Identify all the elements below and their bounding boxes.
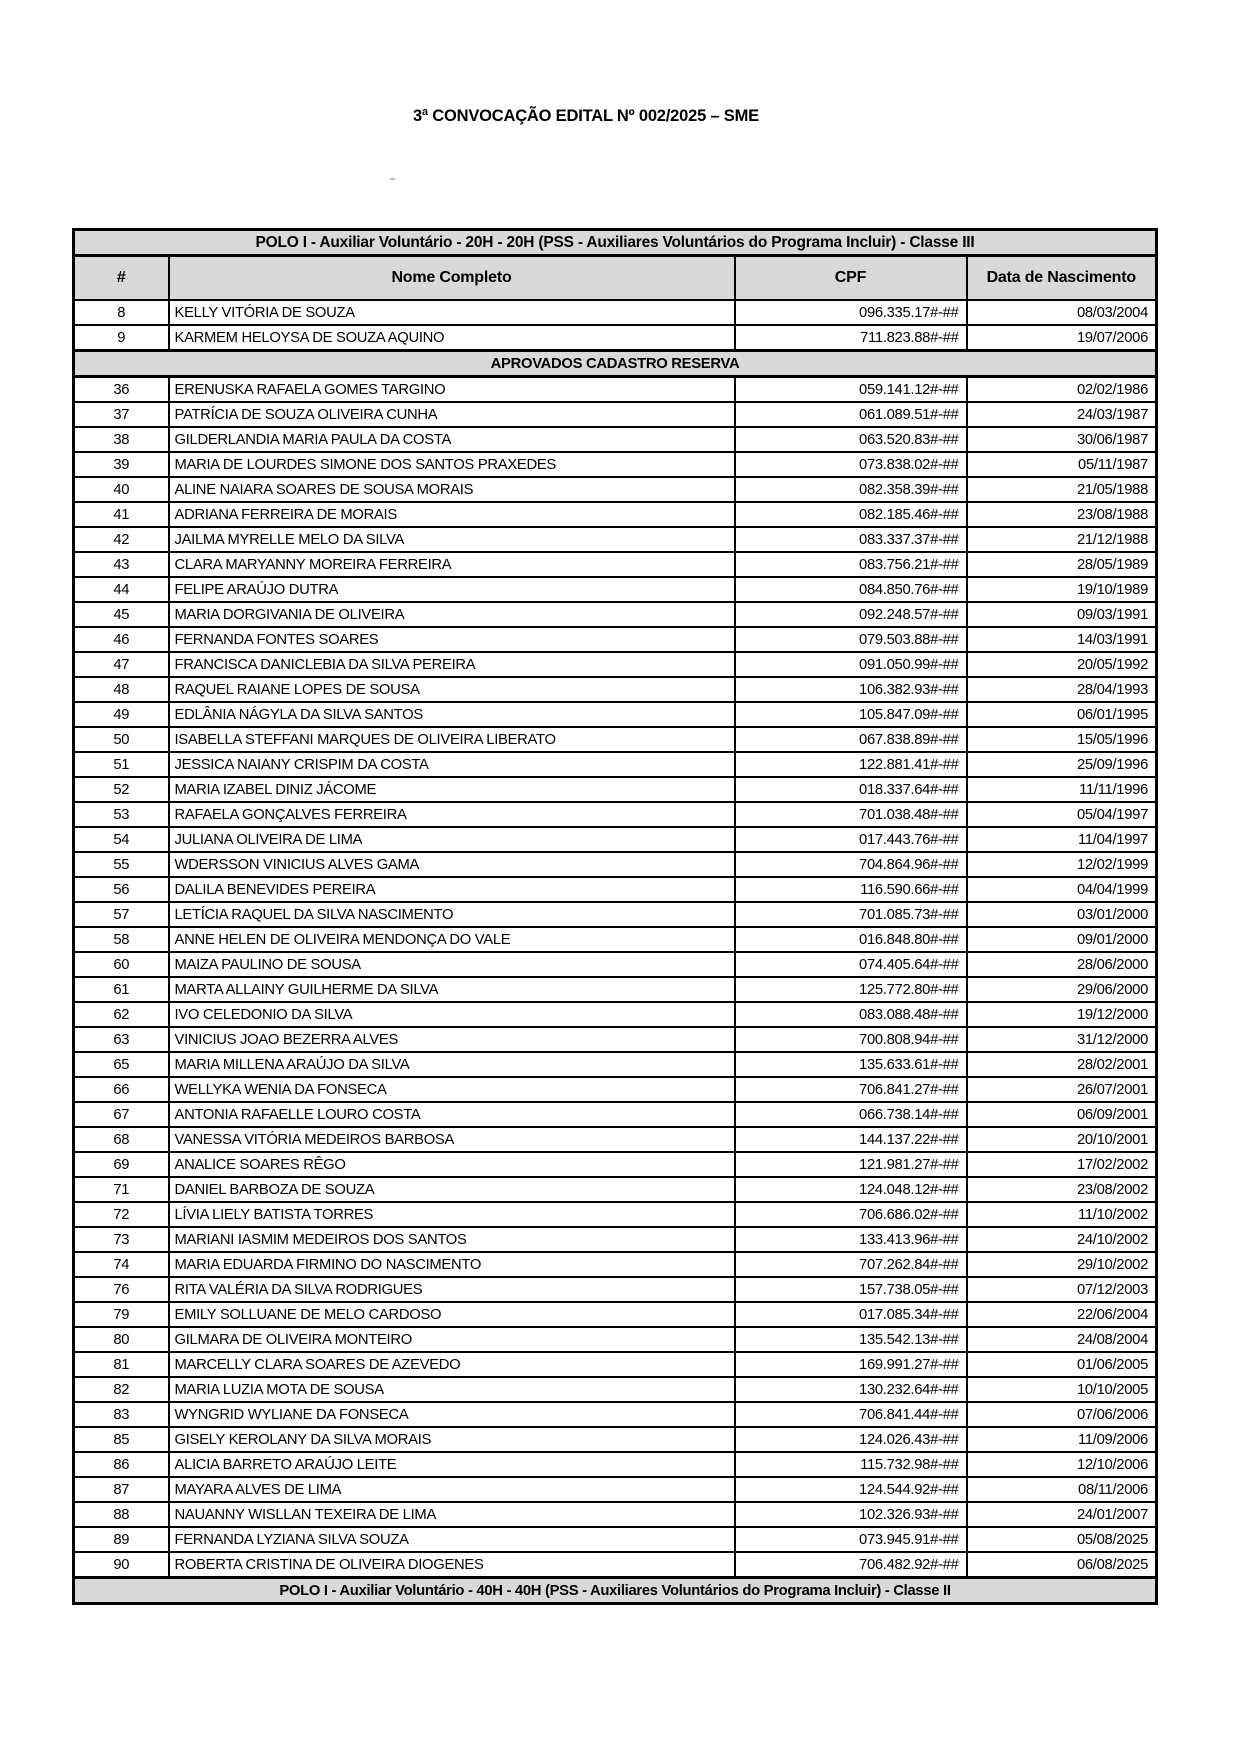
table-row (74, 325, 1157, 351)
cpf-cell: 707.262.84#-## (735, 1252, 967, 1277)
birthdate-cell: 07/12/2003 (967, 1277, 1157, 1302)
row-number-cell: 38 (74, 427, 169, 452)
name-cell: WYNGRID WYLIANE DA FONSECA (169, 1402, 735, 1427)
name-cell: MARTA ALLAINY GUILHERME DA SILVA (169, 977, 735, 1002)
section-band-classe2-label: POLO I - Auxiliar Voluntário - 40H - 40H (PSS - Auxiliares Voluntários do Programa Incluir) - Classe II (74, 1578, 1157, 1604)
row-number-cell: 48 (74, 677, 169, 702)
page-title: 3ª CONVOCAÇÃO EDITAL Nº 002/2025 – SME (413, 107, 759, 125)
cpf-cell: 115.732.98#-## (735, 1452, 967, 1477)
name-cell: PATRÍCIA DE SOUZA OLIVEIRA CUNHA (169, 402, 735, 427)
birthdate-cell: 19/12/2000 (967, 1002, 1157, 1027)
table-row (74, 827, 1157, 852)
table-row (74, 552, 1157, 577)
row-number-cell: 52 (74, 777, 169, 802)
birthdate-cell: 09/03/1991 (967, 602, 1157, 627)
table-row (74, 1552, 1157, 1578)
cpf-cell: 079.503.88#-## (735, 627, 967, 652)
row-number-cell: 88 (74, 1502, 169, 1527)
table-row (74, 902, 1157, 927)
name-cell: RAQUEL RAIANE LOPES DE SOUSA (169, 677, 735, 702)
name-cell: EDLÂNIA NÁGYLA DA SILVA SANTOS (169, 702, 735, 727)
row-number-cell: 9 (74, 325, 169, 351)
name-cell: CLARA MARYANNY MOREIRA FERREIRA (169, 552, 735, 577)
row-number-cell: 85 (74, 1427, 169, 1452)
name-cell: ANNE HELEN DE OLIVEIRA MENDONÇA DO VALE (169, 927, 735, 952)
row-number-cell: 49 (74, 702, 169, 727)
birthdate-cell: 11/04/1997 (967, 827, 1157, 852)
birthdate-cell: 11/10/2002 (967, 1202, 1157, 1227)
birthdate-cell: 08/11/2006 (967, 1477, 1157, 1502)
table-row (74, 1502, 1157, 1527)
row-number-cell: 86 (74, 1452, 169, 1477)
row-number-cell: 74 (74, 1252, 169, 1277)
column-header-number: # (74, 256, 169, 301)
birthdate-cell: 19/10/1989 (967, 577, 1157, 602)
section-band-classe3-label: POLO I - Auxiliar Voluntário - 20H - 20H (PSS - Auxiliares Voluntários do Programa Incluir) - Classe III (74, 230, 1157, 256)
row-number-cell: 45 (74, 602, 169, 627)
table-row (74, 502, 1157, 527)
row-number-cell: 55 (74, 852, 169, 877)
birthdate-cell: 28/06/2000 (967, 952, 1157, 977)
cpf-cell: 135.542.13#-## (735, 1327, 967, 1352)
cpf-cell: 706.841.44#-## (735, 1402, 967, 1427)
cpf-cell: 121.981.27#-## (735, 1152, 967, 1177)
cpf-cell: 706.482.92#-## (735, 1552, 967, 1578)
row-number-cell: 87 (74, 1477, 169, 1502)
table-row (74, 1102, 1157, 1127)
cpf-cell: 083.337.37#-## (735, 527, 967, 552)
table-row (74, 652, 1157, 677)
row-number-cell: 54 (74, 827, 169, 852)
name-cell: IVO CELEDONIO DA SILVA (169, 1002, 735, 1027)
row-number-cell: 62 (74, 1002, 169, 1027)
name-cell: FERNANDA LYZIANA SILVA SOUZA (169, 1527, 735, 1552)
cpf-cell: 017.085.34#-## (735, 1302, 967, 1327)
name-cell: KARMEM HELOYSA DE SOUZA AQUINO (169, 325, 735, 351)
birthdate-cell: 06/08/2025 (967, 1552, 1157, 1578)
name-cell: MARIA MILLENA ARAÚJO DA SILVA (169, 1052, 735, 1077)
row-number-cell: 66 (74, 1077, 169, 1102)
cpf-cell: 144.137.22#-## (735, 1127, 967, 1152)
birthdate-cell: 11/11/1996 (967, 777, 1157, 802)
birthdate-cell: 10/10/2005 (967, 1377, 1157, 1402)
name-cell: ADRIANA FERREIRA DE MORAIS (169, 502, 735, 527)
called-rows-body (74, 300, 1157, 351)
table-row (74, 977, 1157, 1002)
table-row (74, 427, 1157, 452)
cpf-cell: 082.358.39#-## (735, 477, 967, 502)
cpf-cell: 133.413.96#-## (735, 1227, 967, 1252)
row-number-cell: 61 (74, 977, 169, 1002)
cpf-cell: 084.850.76#-## (735, 577, 967, 602)
table-row (74, 927, 1157, 952)
cpf-cell: 704.864.96#-## (735, 852, 967, 877)
table-row (74, 477, 1157, 502)
cpf-cell: 157.738.05#-## (735, 1277, 967, 1302)
cpf-cell: 096.335.17#-## (735, 300, 967, 325)
stray-mark (390, 178, 395, 180)
table-row (74, 1452, 1157, 1477)
row-number-cell: 82 (74, 1377, 169, 1402)
row-number-cell: 90 (74, 1552, 169, 1578)
cpf-cell: 116.590.66#-## (735, 877, 967, 902)
birthdate-cell: 26/07/2001 (967, 1077, 1157, 1102)
row-number-cell: 56 (74, 877, 169, 902)
name-cell: JESSICA NAIANY CRISPIM DA COSTA (169, 752, 735, 777)
section-band-reserve (74, 351, 1157, 377)
name-cell: RITA VALÉRIA DA SILVA RODRIGUES (169, 1277, 735, 1302)
table-row (74, 1002, 1157, 1027)
name-cell: ISABELLA STEFFANI MARQUES DE OLIVEIRA LIBERATO (169, 727, 735, 752)
name-cell: VANESSA VITÓRIA MEDEIROS BARBOSA (169, 1127, 735, 1152)
birthdate-cell: 08/03/2004 (967, 300, 1157, 325)
name-cell: VINICIUS JOAO BEZERRA ALVES (169, 1027, 735, 1052)
table-row (74, 852, 1157, 877)
name-cell: LÍVIA LIELY BATISTA TORRES (169, 1202, 735, 1227)
cpf-cell: 083.756.21#-## (735, 552, 967, 577)
table-row (74, 1352, 1157, 1377)
table-row (74, 752, 1157, 777)
table-row (74, 1227, 1157, 1252)
row-number-cell: 83 (74, 1402, 169, 1427)
birthdate-cell: 05/11/1987 (967, 452, 1157, 477)
name-cell: MAIZA PAULINO DE SOUSA (169, 952, 735, 977)
row-number-cell: 73 (74, 1227, 169, 1252)
name-cell: EMILY SOLLUANE DE MELO CARDOSO (169, 1302, 735, 1327)
cpf-cell: 059.141.12#-## (735, 377, 967, 403)
birthdate-cell: 23/08/2002 (967, 1177, 1157, 1202)
column-header-birthdate: Data de Nascimento (967, 256, 1157, 301)
table-row (74, 1252, 1157, 1277)
table-row (74, 1377, 1157, 1402)
birthdate-cell: 17/02/2002 (967, 1152, 1157, 1177)
table-row (74, 627, 1157, 652)
cpf-cell: 082.185.46#-## (735, 502, 967, 527)
table-row (74, 702, 1157, 727)
cpf-cell: 073.838.02#-## (735, 452, 967, 477)
cpf-cell: 102.326.93#-## (735, 1502, 967, 1527)
cpf-cell: 124.048.12#-## (735, 1177, 967, 1202)
row-number-cell: 37 (74, 402, 169, 427)
cpf-cell: 701.085.73#-## (735, 902, 967, 927)
row-number-cell: 57 (74, 902, 169, 927)
name-cell: ROBERTA CRISTINA DE OLIVEIRA DIOGENES (169, 1552, 735, 1578)
name-cell: NAUANNY WISLLAN TEXEIRA DE LIMA (169, 1502, 735, 1527)
birthdate-cell: 21/12/1988 (967, 527, 1157, 552)
row-number-cell: 42 (74, 527, 169, 552)
name-cell: WDERSSON VINICIUS ALVES GAMA (169, 852, 735, 877)
table-row (74, 300, 1157, 325)
cpf-cell: 700.808.94#-## (735, 1027, 967, 1052)
birthdate-cell: 30/06/1987 (967, 427, 1157, 452)
table-row (74, 727, 1157, 752)
cpf-cell: 017.443.76#-## (735, 827, 967, 852)
row-number-cell: 68 (74, 1127, 169, 1152)
row-number-cell: 89 (74, 1527, 169, 1552)
table-row (74, 877, 1157, 902)
name-cell: ERENUSKA RAFAELA GOMES TARGINO (169, 377, 735, 403)
birthdate-cell: 23/08/1988 (967, 502, 1157, 527)
table-row (74, 1402, 1157, 1427)
name-cell: MARIA EDUARDA FIRMINO DO NASCIMENTO (169, 1252, 735, 1277)
section-band-reserve-label: APROVADOS CADASTRO RESERVA (74, 351, 1157, 377)
row-number-cell: 47 (74, 652, 169, 677)
table-row (74, 577, 1157, 602)
table-row (74, 377, 1157, 403)
birthdate-cell: 22/06/2004 (967, 1302, 1157, 1327)
birthdate-cell: 02/02/1986 (967, 377, 1157, 403)
name-cell: WELLYKA WENIA DA FONSECA (169, 1077, 735, 1102)
cpf-cell: 105.847.09#-## (735, 702, 967, 727)
row-number-cell: 60 (74, 952, 169, 977)
name-cell: ALICIA BARRETO ARAÚJO LEITE (169, 1452, 735, 1477)
table-row (74, 1152, 1157, 1177)
name-cell: GILDERLANDIA MARIA PAULA DA COSTA (169, 427, 735, 452)
birthdate-cell: 28/02/2001 (967, 1052, 1157, 1077)
birthdate-cell: 12/10/2006 (967, 1452, 1157, 1477)
cpf-cell: 074.405.64#-## (735, 952, 967, 977)
table-row (74, 1427, 1157, 1452)
row-number-cell: 50 (74, 727, 169, 752)
cpf-cell: 130.232.64#-## (735, 1377, 967, 1402)
cpf-cell: 018.337.64#-## (735, 777, 967, 802)
document-table (72, 228, 1158, 1605)
cpf-cell: 122.881.41#-## (735, 752, 967, 777)
table-row (74, 527, 1157, 552)
table-row (74, 1127, 1157, 1152)
cpf-cell: 092.248.57#-## (735, 602, 967, 627)
cpf-cell: 091.050.99#-## (735, 652, 967, 677)
name-cell: MARCELLY CLARA SOARES DE AZEVEDO (169, 1352, 735, 1377)
table-row (74, 602, 1157, 627)
cpf-cell: 083.088.48#-## (735, 1002, 967, 1027)
name-cell: RAFAELA GONÇALVES FERREIRA (169, 802, 735, 827)
table-row (74, 777, 1157, 802)
table-row (74, 1527, 1157, 1552)
name-cell: MARIA LUZIA MOTA DE SOUSA (169, 1377, 735, 1402)
table-row (74, 1202, 1157, 1227)
row-number-cell: 79 (74, 1302, 169, 1327)
reserve-rows-body (74, 377, 1157, 1578)
birthdate-cell: 14/03/1991 (967, 627, 1157, 652)
table-row (74, 452, 1157, 477)
birthdate-cell: 28/04/1993 (967, 677, 1157, 702)
birthdate-cell: 24/01/2007 (967, 1502, 1157, 1527)
birthdate-cell: 21/05/1988 (967, 477, 1157, 502)
cpf-cell: 106.382.93#-## (735, 677, 967, 702)
birthdate-cell: 06/09/2001 (967, 1102, 1157, 1127)
row-number-cell: 58 (74, 927, 169, 952)
name-cell: ALINE NAIARA SOARES DE SOUSA MORAIS (169, 477, 735, 502)
row-number-cell: 72 (74, 1202, 169, 1227)
name-cell: ANTONIA RAFAELLE LOURO COSTA (169, 1102, 735, 1127)
birthdate-cell: 12/02/1999 (967, 852, 1157, 877)
cpf-cell: 124.026.43#-## (735, 1427, 967, 1452)
birthdate-cell: 09/01/2000 (967, 927, 1157, 952)
table-row (74, 1177, 1157, 1202)
cpf-cell: 706.841.27#-## (735, 1077, 967, 1102)
birthdate-cell: 07/06/2006 (967, 1402, 1157, 1427)
row-number-cell: 65 (74, 1052, 169, 1077)
birthdate-cell: 03/01/2000 (967, 902, 1157, 927)
cpf-cell: 711.823.88#-## (735, 325, 967, 351)
row-number-cell: 39 (74, 452, 169, 477)
cpf-cell: 701.038.48#-## (735, 802, 967, 827)
name-cell: LETÍCIA RAQUEL DA SILVA NASCIMENTO (169, 902, 735, 927)
cpf-cell: 063.520.83#-## (735, 427, 967, 452)
row-number-cell: 71 (74, 1177, 169, 1202)
birthdate-cell: 20/05/1992 (967, 652, 1157, 677)
name-cell: DALILA BENEVIDES PEREIRA (169, 877, 735, 902)
birthdate-cell: 11/09/2006 (967, 1427, 1157, 1452)
birthdate-cell: 01/06/2005 (967, 1352, 1157, 1377)
row-number-cell: 8 (74, 300, 169, 325)
cpf-cell: 061.089.51#-## (735, 402, 967, 427)
name-cell: GISELY KEROLANY DA SILVA MORAIS (169, 1427, 735, 1452)
name-cell: JULIANA OLIVEIRA DE LIMA (169, 827, 735, 852)
row-number-cell: 80 (74, 1327, 169, 1352)
birthdate-cell: 20/10/2001 (967, 1127, 1157, 1152)
cpf-cell: 066.738.14#-## (735, 1102, 967, 1127)
cpf-cell: 016.848.80#-## (735, 927, 967, 952)
name-cell: MARIA DORGIVANIA DE OLIVEIRA (169, 602, 735, 627)
table-row (74, 1277, 1157, 1302)
table-row (74, 1027, 1157, 1052)
birthdate-cell: 28/05/1989 (967, 552, 1157, 577)
table-row (74, 952, 1157, 977)
table-row (74, 402, 1157, 427)
birthdate-cell: 24/10/2002 (967, 1227, 1157, 1252)
name-cell: ANALICE SOARES RÊGO (169, 1152, 735, 1177)
name-cell: FELIPE ARAÚJO DUTRA (169, 577, 735, 602)
column-header-name: Nome Completo (169, 256, 735, 301)
section-band-classe2 (74, 1578, 1157, 1604)
table-row (74, 1327, 1157, 1352)
row-number-cell: 81 (74, 1352, 169, 1377)
table-row (74, 802, 1157, 827)
table-row (74, 677, 1157, 702)
birthdate-cell: 05/04/1997 (967, 802, 1157, 827)
name-cell: GILMARA DE OLIVEIRA MONTEIRO (169, 1327, 735, 1352)
row-number-cell: 46 (74, 627, 169, 652)
cpf-cell: 125.772.80#-## (735, 977, 967, 1002)
birthdate-cell: 24/08/2004 (967, 1327, 1157, 1352)
cpf-cell: 135.633.61#-## (735, 1052, 967, 1077)
table-row (74, 1302, 1157, 1327)
row-number-cell: 76 (74, 1277, 169, 1302)
row-number-cell: 44 (74, 577, 169, 602)
cpf-cell: 706.686.02#-## (735, 1202, 967, 1227)
section-band-classe3 (74, 230, 1157, 256)
birthdate-cell: 05/08/2025 (967, 1527, 1157, 1552)
name-cell: FERNANDA FONTES SOARES (169, 627, 735, 652)
birthdate-cell: 25/09/1996 (967, 752, 1157, 777)
birthdate-cell: 06/01/1995 (967, 702, 1157, 727)
birthdate-cell: 04/04/1999 (967, 877, 1157, 902)
name-cell: DANIEL BARBOZA DE SOUZA (169, 1177, 735, 1202)
row-number-cell: 69 (74, 1152, 169, 1177)
name-cell: MAYARA ALVES DE LIMA (169, 1477, 735, 1502)
birthdate-cell: 24/03/1987 (967, 402, 1157, 427)
birthdate-cell: 29/10/2002 (967, 1252, 1157, 1277)
row-number-cell: 40 (74, 477, 169, 502)
birthdate-cell: 19/07/2006 (967, 325, 1157, 351)
cpf-cell: 169.991.27#-## (735, 1352, 967, 1377)
column-header-row (74, 256, 1157, 301)
table-row (74, 1477, 1157, 1502)
row-number-cell: 36 (74, 377, 169, 403)
row-number-cell: 63 (74, 1027, 169, 1052)
cpf-cell: 124.544.92#-## (735, 1477, 967, 1502)
cpf-cell: 067.838.89#-## (735, 727, 967, 752)
birthdate-cell: 31/12/2000 (967, 1027, 1157, 1052)
table-row (74, 1077, 1157, 1102)
row-number-cell: 41 (74, 502, 169, 527)
name-cell: KELLY VITÓRIA DE SOUZA (169, 300, 735, 325)
birthdate-cell: 15/05/1996 (967, 727, 1157, 752)
cpf-cell: 073.945.91#-## (735, 1527, 967, 1552)
row-number-cell: 43 (74, 552, 169, 577)
name-cell: JAILMA MYRELLE MELO DA SILVA (169, 527, 735, 552)
birthdate-cell: 29/06/2000 (967, 977, 1157, 1002)
table-row (74, 1052, 1157, 1077)
name-cell: MARIA DE LOURDES SIMONE DOS SANTOS PRAXEDES (169, 452, 735, 477)
row-number-cell: 53 (74, 802, 169, 827)
name-cell: MARIA IZABEL DINIZ JÁCOME (169, 777, 735, 802)
name-cell: MARIANI IASMIM MEDEIROS DOS SANTOS (169, 1227, 735, 1252)
column-header-cpf: CPF (735, 256, 967, 301)
name-cell: FRANCISCA DANICLEBIA DA SILVA PEREIRA (169, 652, 735, 677)
row-number-cell: 51 (74, 752, 169, 777)
row-number-cell: 67 (74, 1102, 169, 1127)
